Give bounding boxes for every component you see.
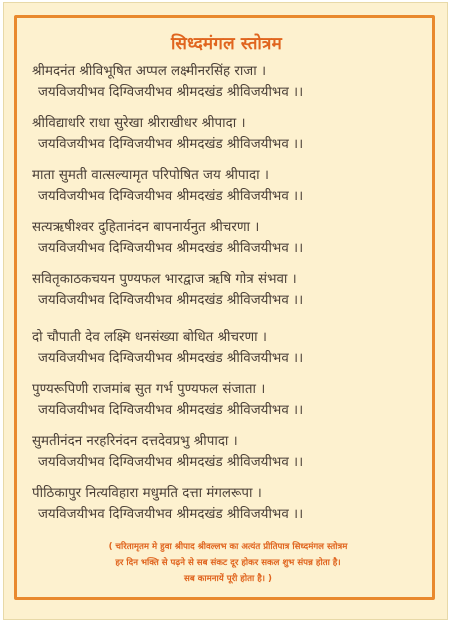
verse-line: माता सुमती वात्सल्यामृत परिपोषित जय श्रीपादा । xyxy=(32,168,269,183)
verse-3 xyxy=(32,165,432,207)
page-title: सिध्दमंगल स्तोत्रम xyxy=(171,34,282,54)
verse-list xyxy=(32,61,432,525)
verse-refrain: जयविजयीभव दिग्विजयीभव श्रीमदखंड श्रीविजयीभव ।। xyxy=(38,137,304,152)
verse-line: दो चौपाती देव लक्ष्मि धनसंख्या बोधित श्रीचरणा । xyxy=(32,330,267,345)
verse-line: सुमतीनंदन नरहरिनंदन दत्तदेवप्रभु श्रीपादा । xyxy=(32,434,238,449)
verse-refrain: जयविजयीभव दिग्विजयीभव श्रीमदखंड श्रीविजयीभव ।। xyxy=(38,241,304,256)
verse-refrain: जयविजयीभव दिग्विजयीभव श्रीमदखंड श्रीविजयीभव ।। xyxy=(38,507,304,522)
footnote-line-3: सब कामनायें पूरी होता है। ) xyxy=(184,574,272,584)
verse-9 xyxy=(32,483,432,525)
verse-refrain: जयविजयीभव दिग्विजयीभव श्रीमदखंड श्रीविजयीभव ।। xyxy=(38,293,304,308)
footnote-line-1: ( चरितामृतम मे हुवा श्रीपाद श्रीवल्लभ का अत्यंत प्रीतिपात्र सिध्दमंगल स्तोत्रम xyxy=(108,542,348,552)
verse-refrain: जयविजयीभव दिग्विजयीभव श्रीमदखंड श्रीविजयीभव ।। xyxy=(38,189,304,204)
verse-6 xyxy=(32,327,432,369)
stotra-card xyxy=(3,2,448,620)
verse-8 xyxy=(32,431,432,473)
verse-line: श्रीविद्याधरि राधा सुरेखा श्रीराखीधर श्रीपादा । xyxy=(32,116,246,131)
footnote xyxy=(18,539,438,587)
verse-1 xyxy=(32,61,432,103)
verse-refrain: जयविजयीभव दिग्विजयीभव श्रीमदखंड श्रीविजयीभव ।। xyxy=(38,455,304,470)
verse-refrain: जयविजयीभव दिग्विजयीभव श्रीमदखंड श्रीविजयीभव ।। xyxy=(38,85,304,100)
verse-5 xyxy=(32,269,432,311)
verse-refrain: जयविजयीभव दिग्विजयीभव श्रीमदखंड श्रीविजयीभव ।। xyxy=(38,351,304,366)
verse-line: श्रीमदनंत श्रीविभूषित अप्पल लक्ष्मीनरसिंह राजा । xyxy=(32,64,267,79)
verse-refrain: जयविजयीभव दिग्विजयीभव श्रीमदखंड श्रीविजयीभव ।। xyxy=(38,403,304,418)
verse-line: पीठिकापुर नित्यविहारा मधुमति दत्ता मंगलरूपा । xyxy=(32,486,262,501)
verse-4 xyxy=(32,217,432,259)
verse-line: सवितृकाठकचयन पुण्यफल भारद्वाज ऋषि गोत्र संभवा । xyxy=(32,272,297,287)
verse-line: सत्यऋषीश्वर दुहितानंदन बापनार्यनुत श्रीचरणा । xyxy=(32,220,260,235)
verse-2 xyxy=(32,113,432,155)
verse-7 xyxy=(32,379,432,421)
verse-line: पुण्यरूपिणी राजमांब सुत गर्भ पुण्यफल संजाता । xyxy=(32,382,266,397)
footnote-line-2: हर दिन भक्ति से पढ़ने से सब संकट दूर होकर सकल शुभ संपन्न होता है। xyxy=(115,558,341,568)
